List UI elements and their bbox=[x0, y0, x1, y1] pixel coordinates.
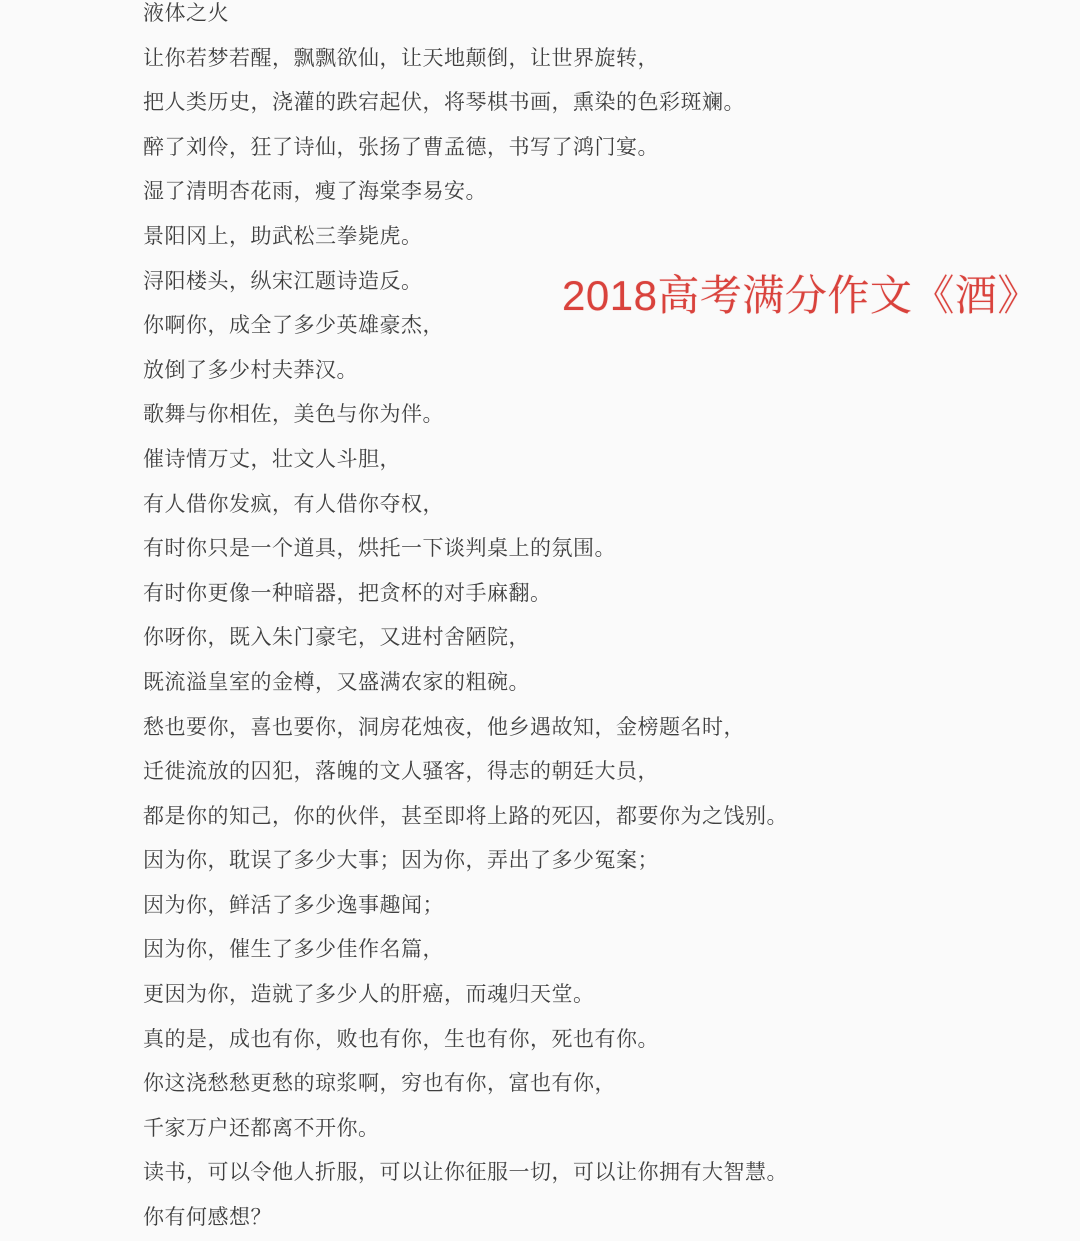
essay-line: 因为你，催生了多少佳作名篇， bbox=[143, 938, 444, 962]
essay-line: 有人借你发疯，有人借你夺权， bbox=[143, 492, 444, 516]
essay-line: 你呀你，既入朱门豪宅，又进村舍陋院， bbox=[143, 626, 530, 650]
essay-line: 放倒了多少村夫莽汉。 bbox=[143, 358, 358, 382]
essay-line: 有时你只是一个道具，烘托一下谈判桌上的氛围。 bbox=[143, 537, 616, 561]
essay-line: 读书，可以令他人折服，可以让你征服一切，可以让你拥有大智慧。 bbox=[143, 1161, 788, 1185]
essay-line: 因为你，鲜活了多少逸事趣闻； bbox=[143, 893, 444, 917]
essay-line: 因为你，耽误了多少大事；因为你，弄出了多少冤案； bbox=[143, 849, 659, 873]
essay-line: 都是你的知己，你的伙伴，甚至即将上路的死囚，都要你为之饯别。 bbox=[143, 804, 788, 828]
essay-lines bbox=[143, 37, 788, 1241]
essay-line: 你啊你，成全了多少英雄豪杰， bbox=[143, 314, 444, 338]
essay-line: 更因为你，造就了多少人的肝癌，而魂归天堂。 bbox=[143, 983, 595, 1007]
essay-title: 液体之火 bbox=[143, 2, 229, 25]
essay-line: 景阳冈上，助武松三拳毙虎。 bbox=[143, 224, 423, 248]
essay-line: 你有何感想？ bbox=[143, 1206, 272, 1230]
essay-line: 让你若梦若醒，飘飘欲仙，让天地颠倒，让世界旋转， bbox=[143, 46, 659, 70]
essay-line: 你这浇愁愁更愁的琼浆啊，穷也有你，富也有你， bbox=[143, 1072, 616, 1096]
red-annotation: 2018高考满分作文《酒》 bbox=[562, 272, 1040, 319]
essay-line: 催诗情万丈，壮文人斗胆， bbox=[143, 447, 401, 471]
essay-body bbox=[143, 0, 788, 1241]
essay-line: 把人类历史，浇灌的跌宕起伏，将琴棋书画，熏染的色彩斑斓。 bbox=[143, 91, 745, 115]
essay-line: 醉了刘伶，狂了诗仙，张扬了曹孟德，书写了鸿门宴。 bbox=[143, 135, 659, 159]
essay-line: 千家万户还都离不开你。 bbox=[143, 1116, 380, 1140]
essay-line: 真的是，成也有你，败也有你，生也有你，死也有你。 bbox=[143, 1027, 659, 1051]
essay-line: 有时你更像一种暗器，把贪杯的对手麻翻。 bbox=[143, 581, 552, 605]
essay-line: 歌舞与你相佐，美色与你为伴。 bbox=[143, 403, 444, 427]
essay-line: 既流溢皇室的金樽，又盛满农家的粗碗。 bbox=[143, 670, 530, 694]
essay-line: 愁也要你，喜也要你，洞房花烛夜，他乡遇故知，金榜题名时， bbox=[143, 715, 745, 739]
essay-line: 湿了清明杏花雨，瘦了海棠李易安。 bbox=[143, 180, 487, 204]
essay-line: 迁徙流放的囚犯，落魄的文人骚客，得志的朝廷大员， bbox=[143, 760, 659, 784]
essay-line: 浔阳楼头，纵宋江题诗造反。 bbox=[143, 269, 423, 293]
